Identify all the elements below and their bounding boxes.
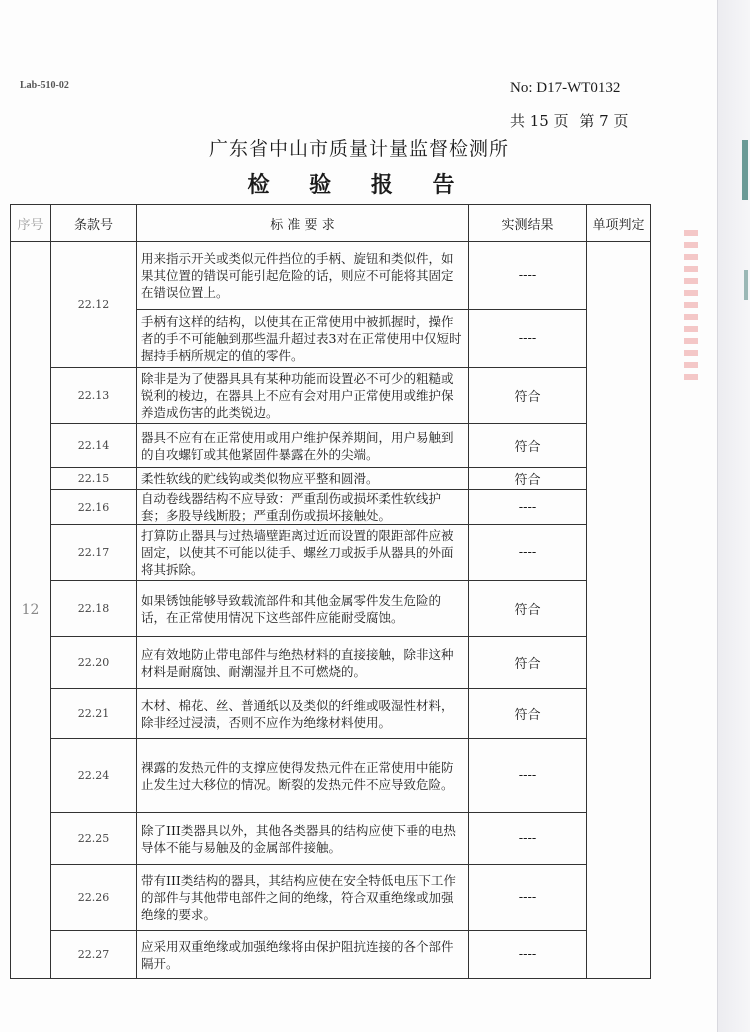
clause-cell: 22.20	[51, 637, 137, 689]
result-cell: ----	[469, 931, 587, 979]
stamp-seal	[684, 230, 698, 380]
result-cell: 符合	[469, 424, 587, 468]
result-cell: ----	[469, 490, 587, 525]
table-header-row	[11, 205, 651, 242]
table-row	[11, 424, 651, 468]
result-cell: ----	[469, 242, 587, 310]
header-result: 实测结果	[469, 205, 587, 242]
table-row	[11, 931, 651, 979]
clause-cell: 22.12	[51, 242, 137, 368]
clause-cell: 22.13	[51, 368, 137, 424]
result-cell: ----	[469, 865, 587, 931]
result-cell: 符合	[469, 689, 587, 739]
requirement-cell: 除非是为了使器具具有某种功能而设置必不可少的粗糙或锐利的棱边，在器具上不应有会对用户正常使用或维护保养造成伤害的此类锐边。	[137, 368, 469, 424]
form-code: Lab-510-02	[20, 80, 69, 91]
requirement-cell: 应采用双重绝缘或加强绝缘将由保护阻抗连接的各个部件隔开。	[137, 931, 469, 979]
requirement-cell: 自动卷线器结构不应导致：严重刮伤或损坏柔性软线护套；多股导线断股；严重刮伤或损坏接触处。	[137, 490, 469, 525]
page-info	[510, 110, 635, 131]
report-title: 检 验 报 告	[247, 173, 471, 198]
table-row	[11, 581, 651, 637]
judgement-cell	[587, 242, 651, 979]
result-cell: 符合	[469, 468, 587, 490]
edge-tab-marker	[744, 270, 748, 300]
report-number: No: D17-WT0132	[510, 80, 621, 96]
result-cell: ----	[469, 739, 587, 813]
table-row	[11, 813, 651, 865]
header-seq: 序号	[11, 205, 51, 242]
page-total: 共 15 页	[510, 112, 569, 130]
result-cell: ----	[469, 525, 587, 581]
header-clause: 条款号	[51, 205, 137, 242]
clause-cell: 22.27	[51, 931, 137, 979]
organization-name: 广东省中山市质量计量监督检测所	[208, 138, 509, 160]
result-cell: 符合	[469, 637, 587, 689]
result-cell: ----	[469, 813, 587, 865]
result-cell: 符合	[469, 581, 587, 637]
table-row	[11, 739, 651, 813]
result-cell: ----	[469, 310, 587, 368]
clause-cell: 22.15	[51, 468, 137, 490]
page-current: 第 7 页	[579, 112, 629, 130]
clause-cell: 22.26	[51, 865, 137, 931]
table-row	[11, 368, 651, 424]
clause-cell: 22.25	[51, 813, 137, 865]
edge-tab-marker	[742, 140, 748, 200]
table-row	[11, 490, 651, 525]
inspection-table	[10, 204, 651, 979]
table-row	[11, 637, 651, 689]
clause-cell: 22.16	[51, 490, 137, 525]
requirement-cell: 柔性软线的贮线钩或类似物应平整和圆滑。	[137, 468, 469, 490]
requirement-cell: 除了III类器具以外，其他各类器具的结构应使下垂的电热导体不能与易触及的金属部件接触。	[137, 813, 469, 865]
requirement-cell: 带有III类结构的器具，其结构应使在安全特低电压下工作的部件与其他带电部件之间的绝缘，符合双重绝缘或加强绝缘的要求。	[137, 865, 469, 931]
table-row	[11, 468, 651, 490]
table-row	[11, 242, 651, 310]
clause-cell: 22.21	[51, 689, 137, 739]
table-row	[11, 525, 651, 581]
requirement-cell: 手柄有这样的结构，以使其在正常使用中被抓握时，操作者的手不可能触到那些温升超过表3对在正常使用中仅短时握持手柄所规定的值的零件。	[137, 310, 469, 368]
table-row	[11, 689, 651, 739]
header-requirement: 标 准 要 求	[137, 205, 469, 242]
requirement-cell: 裸露的发热元件的支撑应使得发热元件在正常使用中能防止发生过大移位的情况。断裂的发热元件不应导致危险。	[137, 739, 469, 813]
requirement-cell: 木材、棉花、丝、普通纸以及类似的纤维或吸湿性材料，除非经过浸渍，否则不应作为绝缘材料使用。	[137, 689, 469, 739]
seq-cell: 12	[11, 242, 51, 979]
clause-cell: 22.24	[51, 739, 137, 813]
requirement-cell: 如果锈蚀能够导致载流部件和其他金属零件发生危险的话，在正常使用情况下这些部件应能耐受腐蚀。	[137, 581, 469, 637]
page-edge	[717, 0, 750, 1032]
requirement-cell: 应有效地防止带电部件与绝热材料的直接接触，除非这种材料是耐腐蚀、耐潮湿并且不可燃烧的。	[137, 637, 469, 689]
table-row	[11, 865, 651, 931]
clause-cell: 22.14	[51, 424, 137, 468]
requirement-cell: 打算防止器具与过热墙壁距离过近而设置的限距部件应被固定，以使其不可能以徒手、螺丝刀或扳手从器具的外面将其拆除。	[137, 525, 469, 581]
requirement-cell: 用来指示开关或类似元件挡位的手柄、旋钮和类似件，如果其位置的错误可能引起危险的话，则应不可能将其固定在错误位置上。	[137, 242, 469, 310]
requirement-cell: 器具不应有在正常使用或用户维护保养期间，用户易触到的自攻螺钉或其他紧固件暴露在外的尖端。	[137, 424, 469, 468]
result-cell: 符合	[469, 368, 587, 424]
clause-cell: 22.17	[51, 525, 137, 581]
clause-cell: 22.18	[51, 581, 137, 637]
header-judgement: 单项判定	[587, 205, 651, 242]
